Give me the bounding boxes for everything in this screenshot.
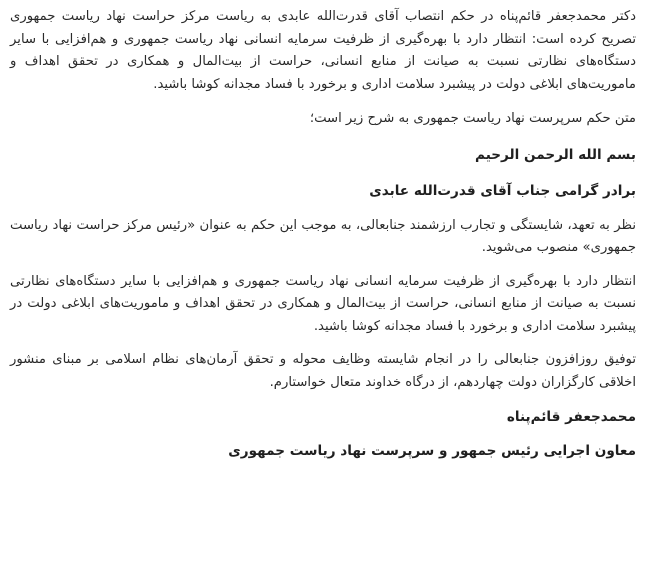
decree-paragraph-1: نظر به تعهد، شایستگی و تجارب ارزشمند جنابعالی، به موجب این حکم به عنوان «رئیس مرکز حراست نهاد ریاست جمهوری» منصوب می‌شوید. xyxy=(10,217,636,255)
decree-paragraph-2: انتظار دارد با بهره‌گیری از ظرفیت سرمایه انسانی نهاد ریاست جمهوری و هم‌افزایی با سایر دستگاه‌های نظارتی نسبت به صیانت از منابع انسانی، حراست از بیت‌المال و همکاری در تحقق اهداف و ماموریت‌های ابلاغی دولت در پیشبرد سلامت اداری و برخورد با فساد مجدانه کوشا باشید. xyxy=(10,273,636,334)
basmala-heading: بسم الله الرحمن الرحیم xyxy=(475,146,636,163)
signatory-title: معاون اجرایی رئیس جمهور و سرپرست نهاد ریاست جمهوری xyxy=(228,443,636,459)
decree-paragraph-3: توفیق روزافزون جنابعالی را در انجام شایسته وظایف محوله و تحقق آرمان‌های نظام اسلامی بر مبنای منشور اخلاقی کارگزاران دولت چهاردهم، از درگاه خداوند متعال خواستارم. xyxy=(10,352,636,390)
salutation-heading: برادر گرامی جناب آقای قدرت‌الله عابدی xyxy=(369,182,636,199)
lead-line: متن حکم سرپرست نهاد ریاست جمهوری به شرح زیر است؛ xyxy=(309,111,636,126)
signatory-name: محمدجعفر قائم‌پناه xyxy=(506,409,636,425)
intro-paragraph: دکتر محمدجعفر قائم‌پناه در حکم انتصاب آقای قدرت‌الله عابدی به ریاست مرکز حراست نهاد ریاست جمهوری تصریح کرده است: انتظار دارد با بهره‌گیری از ظرفیت سرمایه انسانی نهاد ریاست جمهوری و هم‌افزایی با سایر دستگاه‌های نظارتی نسبت به صیانت از منابع انسانی، حراست از بیت‌المال و همکاری در تحقق اهداف و ماموریت‌های ابلاغی دولت در پیشبرد سلامت اداری و برخورد با فساد مجدانه کوشا باشید. xyxy=(10,9,636,92)
